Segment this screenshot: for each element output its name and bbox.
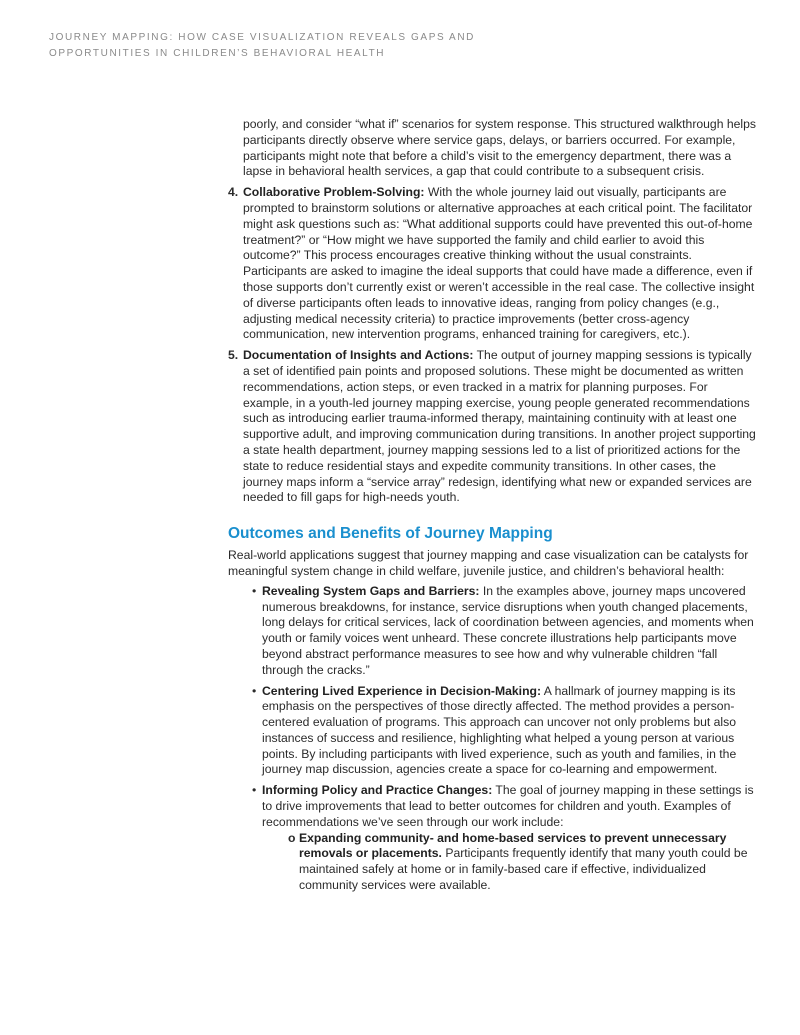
benefit-title: Revealing System Gaps and Barriers: (262, 583, 480, 598)
list-item-step-4 (228, 185, 758, 343)
bullet-icon: • (252, 783, 257, 798)
step-number: 4. (228, 185, 239, 200)
benefits-list (228, 584, 758, 894)
step-text: With the whole journey laid out visually, participants are prompted to brainstorm solutions or alternative approaches at each critical point. The facilitator might ask questions such as: “What additional supports could have prevented this out-of-home treatment?” or “How might we have supported the family and child earlier to avoid this outcome?” This process encourages creative thinking without the usual constraints. Participants are asked to imagine the ideal supports that could have made a difference, even if those supports don’t currently exist or weren’t accessible in the real case. The collective insight of diverse participants often leads to innovative ideas, ranging from policy changes (e.g., adjusting medical necessity criteria) to practice improvements (better cross-agency communication, new intervention programs, enhanced training for caregivers, etc.). (243, 185, 755, 342)
header-line-1: JOURNEY MAPPING: HOW CASE VISUALIZATION REVEALS GAPS AND (49, 32, 475, 43)
list-item-step-5 (228, 348, 758, 506)
sub-bullet-list (262, 831, 758, 894)
step-number: 5. (228, 348, 239, 363)
list-item-benefit (252, 783, 758, 894)
continued-paragraph: poorly, and consider “what if” scenarios for system response. This structured walkthrough helps participants directly observe where service gaps, delays, or barriers occurred. For example, participants might note that before a child’s visit to the emergency department, there was a lapse in behavioral health services, a gap that could contribute to a subsequent crisis. (243, 117, 757, 179)
step-title: Collaborative Problem-Solving: (243, 185, 425, 200)
list-item-benefit (252, 584, 758, 679)
benefit-text: The goal of journey mapping in these settings is to drive improvements that lead to better outcomes for children and youth. Examples of recommendations we’ve seen through our work include: (262, 783, 754, 829)
list-item-benefit (252, 684, 758, 779)
steps-list (228, 185, 758, 506)
list-item-sub-bullet (288, 831, 758, 894)
benefit-title: Informing Policy and Practice Changes: (262, 783, 493, 798)
step-text: The output of journey mapping sessions is typically a set of identified pain points and proposed solutions. These might be documented as written recommendations, action steps, or even tracked in a matrix for planning purposes. For example, in a youth-led journey mapping exercise, young people generated recommendations such as introducing earlier trauma-informed therapy, maintaining continuity with at least one supportive adult, and improving communication during transitions. In another project supporting a state health department, journey mapping sessions led to a list of prioritized actions for the state to reduce residential stays and expedite community transitions. In other cases, the journey maps inform a “service array” redesign, identifying what new or expanded services are needed to fill gaps for high-needs youth. (243, 348, 756, 505)
sub-bullet-title: Expanding community- and home-based services to prevent unnecessary removals or placements. (299, 830, 727, 861)
benefit-text: In the examples above, journey maps uncovered numerous breakdowns, for instance, service disruptions when youth changed placements, long delays for critical services, lack of coordination between agencies, and moments when youth or family voices went unheard. These concrete illustrations help participants move beyond abstract performance measures to see how and why vulnerable children “fall through the cracks.” (262, 583, 754, 677)
body-text (228, 117, 758, 899)
header-line-2: OPPORTUNITIES IN CHILDREN’S BEHAVIORAL HEALTH (49, 48, 386, 59)
step-title: Documentation of Insights and Actions: (243, 348, 474, 363)
sub-bullet-text: Participants frequently identify that many youth could be maintained safely at home or in family-based care if effective, individualized community services were available. (299, 846, 748, 893)
benefit-text: A hallmark of journey mapping is its emphasis on the perspectives of those directly affected. The method provides a person-centered evaluation of programs. This approach can uncover not only problems but also instances of success and resilience, highlighting what helped a young person at various points. By including participants with lived experience, such as youth and families, in the journey map discussion, agencies create a space for co-learning and empowerment. (262, 683, 737, 777)
bullet-icon: • (252, 583, 257, 598)
section-intro: Real-world applications suggest that journey mapping and case visualization can be catalysts for meaningful system change in child welfare, juvenile justice, and children’s behavioral health: (228, 548, 749, 578)
bullet-icon: • (252, 683, 257, 698)
running-header (49, 30, 609, 62)
sub-bullet-icon: o (288, 830, 296, 845)
section-heading: Outcomes and Benefits of Journey Mapping (228, 525, 553, 543)
benefit-title: Centering Lived Experience in Decision-Making: (262, 683, 542, 698)
